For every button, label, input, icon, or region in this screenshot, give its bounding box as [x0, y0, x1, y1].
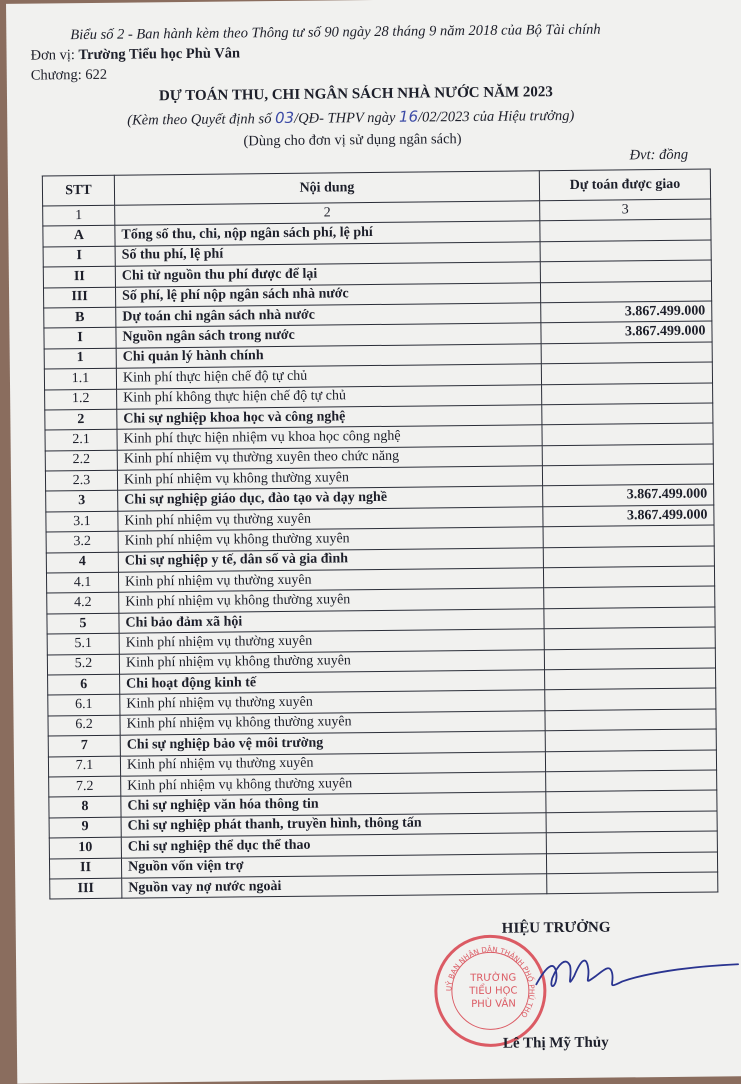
decision-prefix: (Kèm theo Quyết định số — [127, 111, 276, 129]
decision-middle: /QĐ- THPV ngày — [294, 109, 400, 127]
row-estimate — [544, 607, 715, 629]
row-estimate — [544, 586, 715, 608]
row-content: Kinh phí nhiệm vụ thường xuyên — [120, 690, 545, 715]
row-estimate — [540, 281, 711, 303]
row-content: Nguồn vốn viện trợ — [121, 853, 546, 878]
column-header-stt: STT — [42, 175, 114, 206]
row-stt: A — [43, 226, 115, 247]
handwritten-signature — [526, 944, 741, 1006]
row-estimate — [540, 260, 711, 282]
row-estimate — [540, 219, 711, 241]
row-content: Nguồn vay nợ nước ngoài — [122, 874, 547, 899]
page-title: DỰ TOÁN THU, CHI NGÂN SÁCH NHÀ NƯỚC NĂM 2023 — [158, 84, 553, 105]
row-content: Kinh phí thực hiện chế độ tự chủ — [116, 364, 541, 389]
row-stt: II — [43, 266, 115, 287]
row-content: Chi sự nghiệp văn hóa thông tin — [121, 792, 546, 817]
row-content: Kinh phí nhiệm vụ thường xuyên — [120, 751, 545, 776]
decision-number-handwritten: 03 — [274, 108, 295, 128]
row-stt: 4.2 — [47, 593, 119, 614]
row-stt: 10 — [49, 837, 121, 858]
row-estimate — [544, 627, 715, 649]
row-stt: 3 — [46, 491, 118, 512]
row-estimate — [540, 240, 711, 262]
row-content: Chi sự nghiệp giáo dục, đào tạo và dạy nghề — [118, 486, 543, 511]
row-content: Chi từ nguồn thu phí được để lại — [115, 262, 540, 287]
row-content: Kinh phí nhiệm vụ không thường xuyên — [120, 711, 545, 736]
row-content: Kinh phí nhiệm vụ thường xuyên — [118, 568, 543, 593]
decision-reference — [127, 106, 574, 130]
row-stt: 9 — [49, 817, 121, 838]
row-stt: 6.1 — [48, 695, 120, 716]
row-estimate — [541, 342, 712, 364]
row-stt: 5.2 — [47, 654, 119, 675]
row-estimate — [543, 566, 714, 588]
table-body — [43, 219, 718, 899]
row-content: Nguồn ngân sách trong nước — [116, 323, 541, 348]
row-estimate — [545, 729, 716, 751]
row-stt: 4 — [46, 552, 118, 573]
seal-ring-label: UỶ BAN NHÂN DÂN THÀNH PHỐ PHÚ THỌ — [444, 944, 537, 1020]
row-estimate — [543, 525, 714, 547]
seal-text-line: TIỂU HỌC — [469, 985, 518, 998]
column-number: 2 — [115, 201, 540, 226]
row-content: Kinh phí nhiệm vụ thường xuyên theo chức năng — [117, 445, 542, 470]
unit-label: Đơn vị: — [30, 47, 75, 64]
row-content: Chi sự nghiệp khoa học và công nghệ — [117, 405, 542, 430]
row-content: Kinh phí nhiệm vụ thường xuyên — [118, 507, 543, 532]
row-estimate — [542, 403, 713, 425]
row-content: Dự toán chi ngân sách nhà nước — [116, 303, 541, 328]
row-stt: 5.1 — [47, 633, 119, 654]
form-note: Biểu số 2 - Ban hành kèm theo Thông tư số 90 ngày 28 tháng 9 năm 2018 của Bộ Tài chính — [70, 21, 601, 44]
row-content: Kinh phí nhiệm vụ không thường xuyên — [117, 466, 542, 491]
row-stt: I — [43, 246, 115, 267]
row-content: Số phí, lệ phí nộp ngân sách nhà nước — [115, 282, 540, 307]
row-content: Tổng số thu, chi, nộp ngân sách phí, lệ phí — [115, 221, 540, 246]
row-estimate — [547, 872, 718, 894]
row-content: Kinh phí nhiệm vụ thường xuyên — [119, 629, 544, 654]
row-stt: 2.3 — [45, 470, 117, 491]
row-stt: 4.1 — [46, 572, 118, 593]
currency-unit-note: Đvt: đồng — [629, 146, 689, 164]
row-content: Kinh phí thực hiện nhiệm vụ khoa học công nghệ — [117, 425, 542, 450]
row-estimate — [546, 831, 717, 853]
chapter: Chương: 622 — [30, 66, 108, 84]
row-stt: 2 — [45, 409, 117, 430]
row-estimate — [546, 851, 717, 873]
row-content: Chi hoạt động kinh tế — [120, 670, 545, 695]
row-stt: II — [49, 858, 121, 879]
usage-note: (Dùng cho đơn vị sử dụng ngân sách) — [243, 131, 462, 150]
row-estimate: 3.867.499.000 — [541, 321, 712, 343]
row-estimate: 3.867.499.000 — [541, 301, 712, 323]
column-number: 3 — [540, 199, 711, 221]
row-stt: 6.2 — [48, 715, 120, 736]
row-content: Kinh phí nhiệm vụ không thường xuyên — [119, 649, 544, 674]
row-estimate — [542, 464, 713, 486]
row-content: Chi bảo đảm xã hội — [119, 609, 544, 634]
row-estimate: 3.867.499.000 — [543, 484, 714, 506]
column-number: 1 — [43, 205, 115, 226]
document-page — [6, 0, 741, 1084]
signature-title: HIỆU TRƯỞNG — [501, 919, 611, 937]
row-stt: 3.2 — [46, 531, 118, 552]
row-content: Chi quản lý hành chính — [116, 343, 541, 368]
row-stt: 5 — [47, 613, 119, 634]
seal-text-line: TRƯỜNG — [470, 972, 517, 985]
row-estimate — [546, 790, 717, 812]
column-header-content: Nội dung — [114, 171, 539, 205]
row-stt: 3.1 — [46, 511, 118, 532]
column-header-estimate: Dự toán được giao — [539, 169, 710, 201]
row-estimate — [544, 648, 715, 670]
row-content: Kinh phí không thực hiện chế độ tự chủ — [117, 384, 542, 409]
row-estimate — [541, 362, 712, 384]
row-stt: III — [50, 878, 122, 899]
row-stt: III — [43, 287, 115, 308]
row-estimate — [542, 423, 713, 445]
row-content: Chi sự nghiệp y tế, dân số và gia đình — [118, 547, 543, 572]
budget-table — [42, 168, 719, 899]
row-content: Chi sự nghiệp thể dục thể thao — [121, 833, 546, 858]
decision-day-handwritten: 16 — [398, 107, 419, 126]
row-stt: 7.2 — [49, 776, 121, 797]
row-estimate — [542, 444, 713, 466]
decision-suffix: /02/2023 của Hiệu trưởng) — [417, 107, 575, 126]
row-stt: B — [44, 307, 116, 328]
seal-text-line: PHÙ VÂN — [471, 998, 516, 1011]
row-estimate — [546, 811, 717, 833]
row-stt: 1 — [44, 348, 116, 369]
row-estimate — [545, 709, 716, 731]
unit-line — [30, 45, 240, 64]
row-content: Số thu phí, lệ phí — [115, 242, 540, 267]
row-content: Kinh phí nhiệm vụ không thường xuyên — [121, 772, 546, 797]
row-stt: 8 — [49, 797, 121, 818]
row-stt: 2.1 — [45, 430, 117, 451]
row-estimate — [545, 688, 716, 710]
row-estimate: 3.867.499.000 — [543, 505, 714, 527]
row-stt: I — [44, 328, 116, 349]
row-stt: 7.1 — [48, 756, 120, 777]
row-estimate — [543, 546, 714, 568]
row-estimate — [546, 770, 717, 792]
row-estimate — [545, 668, 716, 690]
row-estimate — [542, 382, 713, 404]
row-stt: 2.2 — [45, 450, 117, 471]
row-stt: 1.1 — [44, 368, 116, 389]
unit-name: Trường Tiểu học Phù Vân — [78, 45, 241, 64]
row-content: Chi sự nghiệp bảo vệ môi trường — [120, 731, 545, 756]
signer-name: Lê Thị Mỹ Thủy — [502, 1034, 609, 1052]
row-stt: 1.2 — [45, 389, 117, 410]
row-content: Kinh phí nhiệm vụ không thường xuyên — [118, 527, 543, 552]
row-content: Kinh phí nhiệm vụ không thường xuyên — [119, 588, 544, 613]
row-stt: 6 — [48, 674, 120, 695]
row-estimate — [545, 749, 716, 771]
row-content: Chi sự nghiệp phát thanh, truyền hình, thông tấn — [121, 812, 546, 837]
row-stt: 7 — [48, 735, 120, 756]
